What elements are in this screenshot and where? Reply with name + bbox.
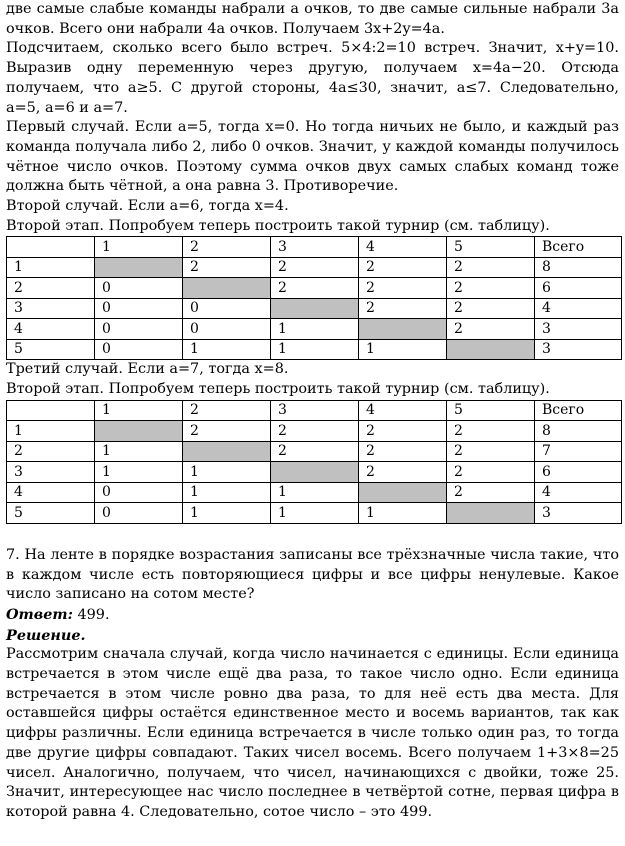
table-cell: 2 <box>359 441 447 462</box>
table-cell: 1 <box>7 257 95 278</box>
diagonal-cell <box>359 319 447 340</box>
table-cell: 2 <box>359 462 447 483</box>
intro-paragraph-1: две самые слабые команды набрали a очков, то две самые сильные набрали 3a очков. Всего они набрали 4a очков. Получаем 3x+2y=4a. <box>6 1 619 37</box>
table-cell: 2 <box>271 441 359 462</box>
tournament-table-1 <box>6 236 622 360</box>
diagonal-cell <box>271 298 359 319</box>
diagonal-cell <box>95 421 183 442</box>
table-cell: 1 <box>271 503 359 524</box>
header-cell <box>7 237 95 258</box>
table-row <box>7 441 622 462</box>
header-cell: 2 <box>183 237 271 258</box>
header-cell: 3 <box>271 237 359 258</box>
header-cell: 4 <box>359 400 447 421</box>
table-cell: 1 <box>7 421 95 442</box>
table-row <box>7 421 622 442</box>
table-cell: 0 <box>95 339 183 360</box>
table-row <box>7 339 622 360</box>
table-row <box>7 298 622 319</box>
table-cell: 1 <box>183 339 271 360</box>
answer-line <box>6 605 619 626</box>
diagonal-cell <box>447 503 535 524</box>
header-cell: 1 <box>95 237 183 258</box>
table-cell: 6 <box>535 278 622 299</box>
table-header-row <box>7 400 622 421</box>
table-cell: 2 <box>447 298 535 319</box>
table-cell: 3 <box>535 319 622 340</box>
solution-text: Рассмотрим сначала случай, когда число начинается с единицы. Если единица встречается в этом числе ещё два раза, то такое число одно. Если единица встречается в этом числе ровно два раза, то для неё есть два места. Для оставшейся цифры остаётся единственное место и восемь вариантов, так как цифры различны. Если единица встречается в числе только один раз, то тогда две другие цифры совпадают. Таких чисел восемь. Всего получаем 1+3×8=25 чисел. Аналогично, получаем, что чисел, начинающихся с двойки, тоже 25. Значит, интересующее нас число последнее в четвёртой сотне, первая цифра в которой равна 4. Следовательно, сотое число – это 499. <box>6 646 619 820</box>
table-cell: 2 <box>447 257 535 278</box>
table-cell: 5 <box>7 339 95 360</box>
table-row <box>7 319 622 340</box>
table-row <box>7 462 622 483</box>
header-cell: Всего <box>535 400 622 421</box>
header-cell: 4 <box>359 237 447 258</box>
table-cell: 8 <box>535 257 622 278</box>
table-cell: 2 <box>183 257 271 278</box>
table-cell: 4 <box>535 482 622 503</box>
table-cell: 5 <box>7 503 95 524</box>
table-cell: 0 <box>95 482 183 503</box>
table-cell: 6 <box>535 462 622 483</box>
table-cell: 2 <box>447 441 535 462</box>
table-row <box>7 482 622 503</box>
table-cell: 3 <box>7 462 95 483</box>
table-cell: 0 <box>183 298 271 319</box>
case-3-text: Третий случай. Если a=7, тогда x=8. <box>6 361 289 378</box>
table-cell: 0 <box>95 298 183 319</box>
table-cell: 2 <box>271 257 359 278</box>
table-cell: 7 <box>535 441 622 462</box>
diagonal-cell <box>271 462 359 483</box>
stage-text-1: Второй этап. Попробуем теперь построить такой турнир (см. таблицу). <box>6 217 550 234</box>
header-cell: 1 <box>95 400 183 421</box>
table-cell: 2 <box>359 421 447 442</box>
diagonal-cell <box>95 257 183 278</box>
intro-paragraph-4: Второй случай. Если a=6, тогда x=4. <box>6 198 289 215</box>
table-row <box>7 278 622 299</box>
header-cell: 2 <box>183 400 271 421</box>
table-cell: 2 <box>447 462 535 483</box>
table-cell: 2 <box>447 319 535 340</box>
header-cell: Всего <box>535 237 622 258</box>
table-cell: 1 <box>271 319 359 340</box>
table-cell: 1 <box>359 503 447 524</box>
diagonal-cell <box>183 441 271 462</box>
diagonal-cell <box>447 339 535 360</box>
table-row <box>7 257 622 278</box>
intro-paragraph-3: Первый случай. Если a=5, тогда x=0. Но тогда ничьих не было, и каждый раз команда получала либо 2, либо 0 очков. Значит, у каждой команды получилось чётное число очков. Поэтому сумма очков двух самых слабых команд тоже должна быть чётной, а она равна 3. Противоречие. <box>6 119 619 195</box>
table-cell: 2 <box>447 278 535 299</box>
stage-text-2: Второй этап. Попробуем теперь построить такой турнир (см. таблицу). <box>6 381 550 398</box>
solution-label: Решение. <box>6 626 86 644</box>
diagonal-cell <box>183 278 271 299</box>
table-cell: 2 <box>183 421 271 442</box>
table-cell: 2 <box>447 482 535 503</box>
table-cell: 0 <box>95 503 183 524</box>
table-cell: 2 <box>447 421 535 442</box>
table-cell: 2 <box>359 298 447 319</box>
header-cell: 5 <box>447 400 535 421</box>
tournament-table-2 <box>6 400 622 524</box>
table-cell: 2 <box>359 278 447 299</box>
table-cell: 1 <box>95 441 183 462</box>
table-cell: 2 <box>359 257 447 278</box>
table-cell: 2 <box>271 278 359 299</box>
table-row <box>7 503 622 524</box>
header-cell <box>7 400 95 421</box>
table-cell: 1 <box>271 482 359 503</box>
table-cell: 0 <box>95 319 183 340</box>
table-cell: 2 <box>7 278 95 299</box>
answer-value: 499. <box>72 606 110 623</box>
table-cell: 0 <box>95 278 183 299</box>
table-cell: 3 <box>535 503 622 524</box>
table-cell: 2 <box>271 421 359 442</box>
table-cell: 3 <box>7 298 95 319</box>
table-cell: 8 <box>535 421 622 442</box>
table-cell: 4 <box>535 298 622 319</box>
intro-paragraph-2: Подсчитаем, сколько всего было встреч. 5×4:2=10 встреч. Значит, x+y=10. Выразив одну переменную через другую, получаем x=4a−20. Отсюда получаем, что a≥5. С другой стороны, 4a≤30, значит, a≤7. Следовательно, a=5, a=6 и a=7. <box>6 40 619 116</box>
table-cell: 1 <box>271 339 359 360</box>
table-cell: 4 <box>7 482 95 503</box>
table-cell: 2 <box>7 441 95 462</box>
problem-7-statement: 7. На ленте в порядке возрастания записаны все трёхзначные числа такие, что в каждом числе есть повторяющиеся цифры и все цифры ненулевые. Какое число записано на сотом месте? <box>6 546 619 603</box>
header-cell: 5 <box>447 237 535 258</box>
header-cell: 3 <box>271 400 359 421</box>
table-cell: 1 <box>183 503 271 524</box>
answer-label: Ответ: <box>6 605 73 623</box>
diagonal-cell <box>359 482 447 503</box>
table-header-row <box>7 237 622 258</box>
table-cell: 1 <box>95 462 183 483</box>
table-cell: 4 <box>7 319 95 340</box>
table-cell: 0 <box>183 319 271 340</box>
table-cell: 3 <box>535 339 622 360</box>
table-cell: 1 <box>359 339 447 360</box>
table-cell: 1 <box>183 462 271 483</box>
table-cell: 1 <box>183 482 271 503</box>
